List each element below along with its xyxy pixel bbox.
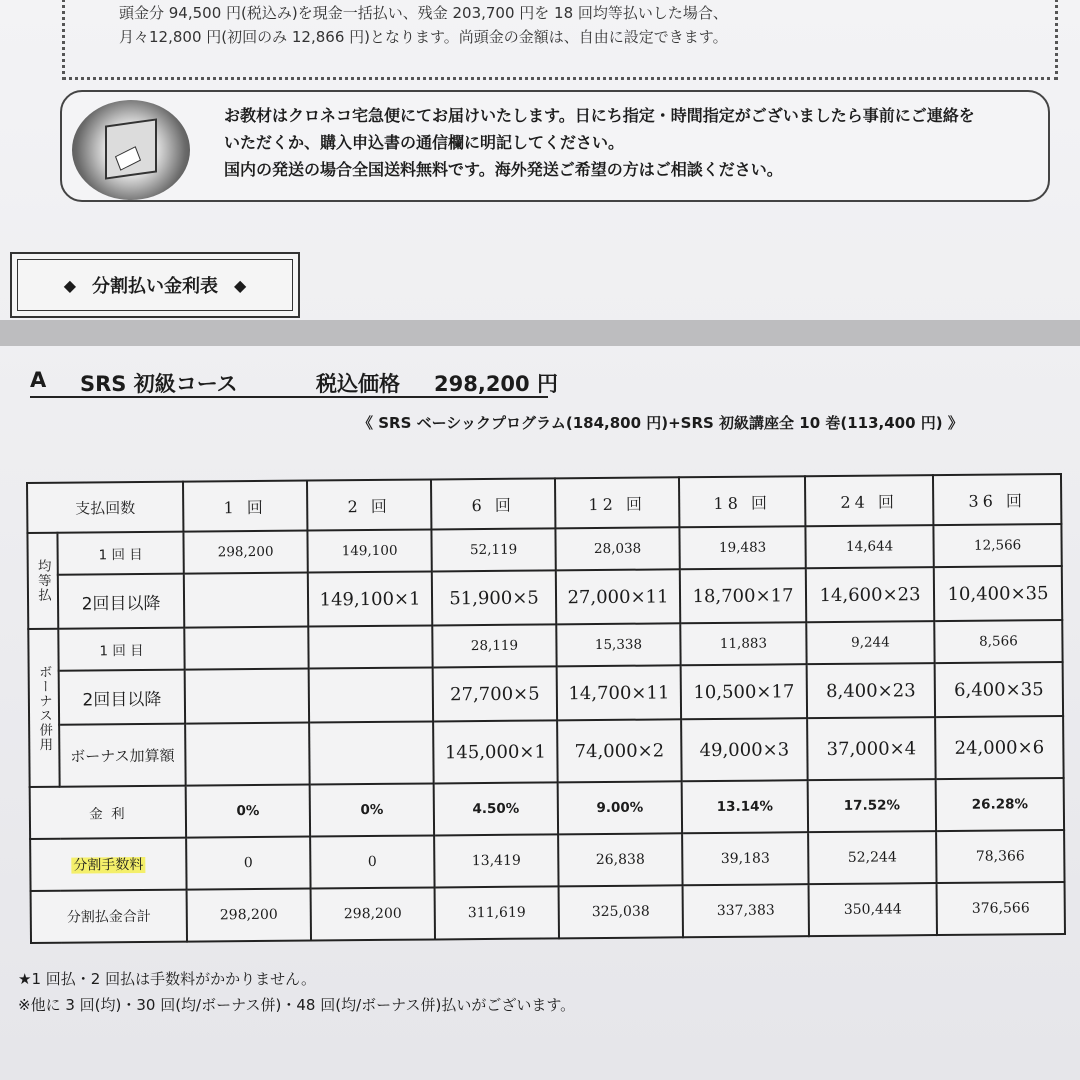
example-box (62, 0, 1058, 80)
table-cell (185, 669, 309, 724)
table-cell: 9,244 (806, 621, 934, 664)
table-cell: 19,483 (679, 526, 805, 569)
table-cell: 39,183 (682, 832, 808, 885)
table-cell: 51,900×5 (432, 570, 556, 625)
table-cell (185, 723, 310, 786)
row-label-rate: 金 利 (30, 786, 186, 839)
divider-band (0, 320, 1080, 346)
price-breakdown: 《 SRS ベーシックプログラム(184,800 円)+SRS 初級講座全 10 巻(113,400 円) 》 (358, 414, 963, 432)
row-label-first: 1 回 目 (57, 532, 183, 575)
example-line-3: 月々12,800 円(初回のみ 12,866 円)となります。尚頭金の金額は、自由に設定できます。 (119, 28, 728, 46)
table-cell: 4.50% (434, 782, 558, 835)
diamond-icon: ◆ (234, 275, 247, 295)
price-label: 税込価格 (316, 372, 400, 396)
row-label-first: 1 回 目 (58, 628, 184, 671)
table-cell: 12,566 (933, 524, 1061, 567)
table-cell: 14,700×11 (557, 665, 681, 720)
table-cell: 8,400×23 (807, 663, 935, 718)
table-cell: 52,119 (431, 528, 555, 571)
course-title-line (30, 366, 558, 398)
table-cell: 37,000×4 (807, 717, 936, 780)
table-cell: 10,400×35 (934, 566, 1062, 621)
table-cell (308, 625, 432, 668)
table-cell: 149,100 (307, 529, 431, 572)
table-row (30, 778, 1064, 839)
table-cell: 52,244 (808, 831, 936, 884)
table-cell: 149,100×1 (308, 571, 432, 626)
footnote-2: ※他に 3 回(均)・30 回(均/ボーナス併)・48 回(均/ボーナス併)払いがございます。 (18, 996, 576, 1014)
table-cell: 350,444 (809, 883, 937, 936)
delivery-box-icon (72, 100, 190, 200)
installment-table (26, 473, 1066, 944)
header-label: 支払回数 (27, 482, 183, 533)
table-row (31, 882, 1065, 943)
table-header-row (27, 474, 1061, 533)
table-cell: 26,838 (558, 833, 682, 886)
col-header: 18 回 (679, 476, 805, 527)
table-cell: 0 (310, 835, 434, 888)
section-heading (10, 252, 300, 318)
table-cell: 74,000×2 (557, 719, 682, 782)
table-row (30, 830, 1064, 891)
footnotes (18, 966, 575, 1018)
table-cell: 28,119 (432, 624, 556, 667)
table-cell (184, 627, 308, 670)
table-cell: 311,619 (435, 886, 559, 939)
table-cell: 145,000×1 (433, 720, 558, 783)
table-cell: 337,383 (683, 884, 809, 937)
diamond-icon: ◆ (63, 275, 76, 295)
row-label-later: 2回目以降 (59, 670, 185, 725)
table-cell: 27,700×5 (433, 666, 557, 721)
section-title: 分割払い金利表 (92, 276, 218, 297)
course-letter: A (30, 368, 47, 392)
course-name: SRS 初級コース (80, 372, 238, 396)
delivery-notice (60, 90, 1050, 202)
table-cell: 14,600×23 (806, 567, 934, 622)
table-cell: 325,038 (559, 885, 683, 938)
table-cell: 24,000×6 (935, 716, 1064, 779)
table-row (29, 662, 1063, 725)
table-cell: 28,038 (555, 527, 679, 570)
table-cell: 78,366 (936, 830, 1064, 883)
col-header: 36 回 (933, 474, 1061, 525)
table-row (29, 716, 1064, 787)
table-cell: 0% (186, 785, 310, 838)
notice-line-1: お教材はクロネコ宅急便にてお届けいたします。日にち指定・時間指定がございましたら事前にご連絡を (224, 106, 975, 125)
notice-line-2: いただくか、購入申込書の通信欄に明記してください。 (224, 133, 625, 152)
table-cell: 9.00% (558, 781, 682, 834)
table-cell (309, 721, 434, 784)
table-cell: 298,200 (187, 889, 311, 942)
table-cell: 0% (310, 783, 434, 836)
example-line-2: 頭金分 94,500 円(税込み)を現金一括払い、残金 203,700 円を 18 回均等払いした場合、 (119, 4, 728, 22)
row-label-bonus-add: ボーナス加算額 (59, 724, 186, 787)
installment-table-wrapper (26, 473, 1064, 960)
fee-label-highlight: 分割手数料 (73, 856, 144, 874)
group-equal-label: 均等払 (27, 533, 58, 629)
row-label-total: 分割払金合計 (31, 890, 187, 943)
table-cell: 298,200 (183, 531, 307, 574)
col-header: 24 回 (805, 475, 933, 526)
notice-line-3: 国内の発送の場合全国送料無料です。海外発送ご希望の方はご相談ください。 (224, 160, 783, 179)
row-label-fee (30, 838, 186, 891)
table-cell: 298,200 (311, 887, 435, 940)
table-cell: 26.28% (936, 778, 1064, 831)
table-cell: 13,419 (434, 834, 558, 887)
footnote-1: ★1 回払・2 回払は手数料がかかりません。 (18, 970, 316, 988)
table-cell: 0 (186, 837, 310, 890)
table-cell: 14,644 (805, 525, 933, 568)
table-cell: 49,000×3 (681, 718, 808, 781)
col-header: 1 回 (183, 481, 307, 532)
table-cell: 13.14% (682, 780, 808, 833)
table-cell (309, 667, 433, 722)
table-row (28, 566, 1062, 629)
table-cell: 8,566 (934, 620, 1062, 663)
course-price: 298,200 円 (434, 372, 558, 396)
col-header: 6 回 (431, 478, 555, 529)
table-cell: 15,338 (556, 623, 680, 666)
table-cell: 376,566 (937, 882, 1065, 935)
row-label-later: 2回目以降 (58, 574, 184, 629)
table-cell: 17.52% (808, 779, 936, 832)
group-bonus-label: ボーナス併用 (28, 629, 59, 787)
table-cell: 27,000×11 (556, 569, 680, 624)
table-cell (184, 573, 308, 628)
notice-text (224, 102, 975, 183)
table-cell: 10,500×17 (681, 664, 807, 719)
table-cell: 11,883 (680, 622, 806, 665)
table-cell: 18,700×17 (680, 568, 806, 623)
col-header: 2 回 (307, 479, 431, 530)
col-header: 12 回 (555, 477, 679, 528)
table-cell: 6,400×35 (935, 662, 1063, 717)
